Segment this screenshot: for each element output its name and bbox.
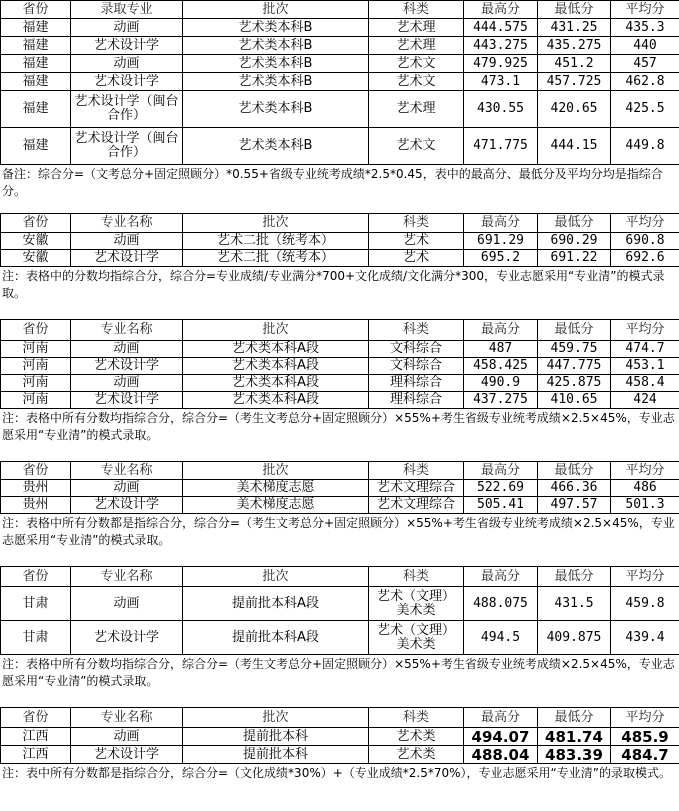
cell-province: 江西 — [1, 728, 71, 746]
header-batch: 批次 — [183, 567, 369, 587]
cell-batch: 提前批本科A段 — [183, 621, 369, 655]
cell-category: 艺术类 — [369, 728, 464, 746]
header-max-score: 最高分 — [464, 320, 538, 341]
header-batch: 批次 — [183, 214, 369, 233]
scores-table — [0, 0, 679, 165]
cell-major: 艺术设计学 — [71, 746, 183, 764]
cell-batch: 艺术类本科A段 — [183, 392, 369, 409]
table-header-row — [1, 462, 679, 480]
scores-table — [0, 707, 679, 764]
cell-avg-score: 484.7 — [611, 746, 679, 764]
table-row — [1, 480, 679, 497]
table-row — [1, 19, 679, 37]
section-note: 注：表中所有分数都是指综合分，综合分=（文化成绩*30%）+（专业成绩*2.5*70%），专业志愿采用“专业清”的录取模式。 — [2, 766, 671, 780]
cell-min-score: 444.15 — [538, 128, 611, 165]
section-note: 注：表格中所有分数均指综合分，综合分=（考生文考总分+固定照顾分）×55%+考生省级专业统考成绩×2.5×45%，专业志愿采用“专业清”的模式录取。 — [2, 411, 675, 442]
table-row — [1, 341, 679, 358]
cell-batch: 艺术类本科A段 — [183, 375, 369, 392]
cell-province: 河南 — [1, 392, 71, 409]
cell-avg-score: 424 — [611, 392, 679, 409]
cell-min-score: 409.875 — [538, 621, 611, 655]
scores-table — [0, 566, 679, 655]
cell-batch: 艺术类本科A段 — [183, 358, 369, 375]
cell-max-score: 494.5 — [464, 621, 538, 655]
header-category: 科类 — [369, 567, 464, 587]
cell-province: 福建 — [1, 73, 71, 91]
section-guizhou — [0, 461, 679, 552]
cell-category: 艺术理 — [369, 19, 464, 37]
header-major: 专业名称 — [71, 567, 183, 587]
cell-avg-score: 692.6 — [611, 250, 679, 267]
cell-major: 艺术设计学 — [71, 37, 183, 55]
header-batch: 批次 — [183, 1, 369, 19]
cell-province: 贵州 — [1, 497, 71, 514]
header-max-score: 最高分 — [464, 462, 538, 480]
section-note: 注：表格中所有分数均指综合分，综合分=（考生文考总分+固定照顾分）×55%+考生省级专业统考成绩×2.5×45%，专业志愿采用“专业清”的模式录取。 — [2, 657, 675, 688]
cell-avg-score: 439.4 — [611, 621, 679, 655]
section-gap — [0, 447, 679, 461]
cell-avg-score: 459.8 — [611, 587, 679, 621]
table-header-row — [1, 1, 679, 19]
table-header-row — [1, 214, 679, 233]
cell-avg-score: 458.4 — [611, 375, 679, 392]
header-category: 科类 — [369, 214, 464, 233]
header-province: 省份 — [1, 214, 71, 233]
cell-min-score: 431.25 — [538, 19, 611, 37]
header-min-score: 最低分 — [538, 320, 611, 341]
header-max-score: 最高分 — [464, 567, 538, 587]
header-max-score: 最高分 — [464, 214, 538, 233]
section-jiangxi — [0, 707, 679, 802]
cell-province: 福建 — [1, 91, 71, 128]
cell-province: 福建 — [1, 19, 71, 37]
header-province: 省份 — [1, 567, 71, 587]
cell-max-score: 430.55 — [464, 91, 538, 128]
cell-major: 艺术设计学 — [71, 392, 183, 409]
header-batch: 批次 — [183, 320, 369, 341]
cell-major: 艺术设计学 — [71, 250, 183, 267]
header-province: 省份 — [1, 320, 71, 341]
header-min-score: 最低分 — [538, 462, 611, 480]
cell-category: 艺术文 — [369, 73, 464, 91]
cell-avg-score: 435.3 — [611, 19, 679, 37]
header-avg-score: 平均分 — [611, 567, 679, 587]
section-note: 注：表格中的分数均指综合分，综合分=专业成绩/专业满分*700+文化成绩/文化满分*300，专业志愿采用“专业清”的模式录取。 — [2, 269, 665, 300]
cell-max-score: 458.425 — [464, 358, 538, 375]
cell-batch: 艺术类本科B — [183, 73, 369, 91]
section-gansu — [0, 566, 679, 693]
cell-max-score: 695.2 — [464, 250, 538, 267]
cell-major: 艺术设计学 — [71, 73, 183, 91]
cell-category: 艺术 — [369, 233, 464, 250]
header-avg-score: 平均分 — [611, 462, 679, 480]
cell-category: 艺术文 — [369, 55, 464, 73]
cell-province: 安徽 — [1, 233, 71, 250]
cell-batch: 艺术类本科B — [183, 91, 369, 128]
header-province: 省份 — [1, 462, 71, 480]
cell-min-score: 420.65 — [538, 91, 611, 128]
cell-max-score: 471.775 — [464, 128, 538, 165]
table-row — [1, 91, 679, 128]
cell-province: 福建 — [1, 55, 71, 73]
cell-min-score: 481.74 — [538, 728, 611, 746]
cell-province: 贵州 — [1, 480, 71, 497]
scores-table — [0, 461, 679, 514]
cell-batch: 艺术类本科B — [183, 37, 369, 55]
table-row — [1, 250, 679, 267]
header-major: 专业名称 — [71, 462, 183, 480]
table-row — [1, 587, 679, 621]
header-max-score: 最高分 — [464, 708, 538, 728]
header-major: 录取专业 — [71, 1, 183, 19]
cell-min-score: 466.36 — [538, 480, 611, 497]
cell-avg-score: 425.5 — [611, 91, 679, 128]
cell-province: 甘肃 — [1, 587, 71, 621]
section-note: 注：表格中所有分数都是指综合分，综合分=（考生文考总分+固定照顾分）×55%+考生省级专业统考成绩×2.5×45%，专业志愿采用“专业清”的模式录取。 — [2, 516, 675, 547]
cell-batch: 艺术类本科B — [183, 19, 369, 37]
cell-category: 艺术理 — [369, 37, 464, 55]
cell-avg-score: 690.8 — [611, 233, 679, 250]
cell-province: 江西 — [1, 746, 71, 764]
cell-min-score: 690.29 — [538, 233, 611, 250]
cell-major: 动画 — [71, 480, 183, 497]
cell-category: 艺术理 — [369, 91, 464, 128]
cell-batch: 提前批本科 — [183, 728, 369, 746]
table-row — [1, 73, 679, 91]
section-gap — [0, 693, 679, 707]
table-row — [1, 233, 679, 250]
cell-major: 艺术设计学 — [71, 358, 183, 375]
table-header-row — [1, 708, 679, 728]
table-row — [1, 621, 679, 655]
cell-major: 动画 — [71, 55, 183, 73]
cell-batch: 艺术二批（统考本） — [183, 250, 369, 267]
section-note: 备注：综合分=（文考总分+固定照顾分）*0.55+省级专业统考成绩*2.5*0.45，表中的最高分、最低分及平均分均是指综合分。 — [2, 167, 663, 198]
cell-major: 动画 — [71, 375, 183, 392]
cell-major: 动画 — [71, 233, 183, 250]
table-row — [1, 37, 679, 55]
scores-table — [0, 319, 679, 409]
cell-min-score: 459.75 — [538, 341, 611, 358]
cell-max-score: 443.275 — [464, 37, 538, 55]
cell-major: 艺术设计学（闽台合作） — [71, 128, 183, 165]
header-avg-score: 平均分 — [611, 708, 679, 728]
cell-avg-score: 485.9 — [611, 728, 679, 746]
cell-major: 动画 — [71, 728, 183, 746]
scores-table — [0, 213, 679, 267]
cell-province: 甘肃 — [1, 621, 71, 655]
cell-avg-score: 462.8 — [611, 73, 679, 91]
cell-category: 文科综合 — [369, 341, 464, 358]
header-min-score: 最低分 — [538, 1, 611, 19]
cell-max-score: 494.07 — [464, 728, 538, 746]
section-fujian — [0, 0, 679, 201]
header-batch: 批次 — [183, 462, 369, 480]
section-anhui — [0, 213, 679, 305]
header-min-score: 最低分 — [538, 567, 611, 587]
cell-min-score: 457.725 — [538, 73, 611, 91]
table-row — [1, 55, 679, 73]
cell-avg-score: 453.1 — [611, 358, 679, 375]
header-category: 科类 — [369, 708, 464, 728]
table-header-row — [1, 320, 679, 341]
cell-batch: 美术梯度志愿 — [183, 497, 369, 514]
cell-max-score: 488.075 — [464, 587, 538, 621]
cell-province: 河南 — [1, 358, 71, 375]
cell-province: 福建 — [1, 128, 71, 165]
cell-min-score: 431.5 — [538, 587, 611, 621]
header-category: 科类 — [369, 1, 464, 19]
table-row — [1, 375, 679, 392]
cell-batch: 艺术二批（统考本） — [183, 233, 369, 250]
cell-category: 艺术（文理）美术类 — [369, 587, 464, 621]
cell-major: 艺术设计学 — [71, 497, 183, 514]
table-row — [1, 128, 679, 165]
header-major: 专业名称 — [71, 214, 183, 233]
table-row — [1, 746, 679, 764]
table-row — [1, 728, 679, 746]
cell-major: 艺术设计学 — [71, 621, 183, 655]
cell-max-score: 487 — [464, 341, 538, 358]
cell-province: 安徽 — [1, 250, 71, 267]
cell-category: 艺术（文理）美术类 — [369, 621, 464, 655]
cell-max-score: 522.69 — [464, 480, 538, 497]
cell-major: 动画 — [71, 19, 183, 37]
header-max-score: 最高分 — [464, 1, 538, 19]
header-batch: 批次 — [183, 708, 369, 728]
table-row — [1, 358, 679, 375]
cell-min-score: 447.775 — [538, 358, 611, 375]
cell-category: 理科综合 — [369, 392, 464, 409]
header-major: 专业名称 — [71, 320, 183, 341]
header-province: 省份 — [1, 708, 71, 728]
cell-avg-score: 457 — [611, 55, 679, 73]
header-avg-score: 平均分 — [611, 320, 679, 341]
cell-max-score: 473.1 — [464, 73, 538, 91]
cell-avg-score: 474.7 — [611, 341, 679, 358]
cell-batch: 艺术类本科B — [183, 55, 369, 73]
cell-category: 艺术文理综合 — [369, 497, 464, 514]
cell-avg-score: 440 — [611, 37, 679, 55]
cell-major: 动画 — [71, 341, 183, 358]
cell-min-score: 451.2 — [538, 55, 611, 73]
cell-category: 艺术文理综合 — [369, 480, 464, 497]
header-category: 科类 — [369, 462, 464, 480]
cell-min-score: 691.22 — [538, 250, 611, 267]
cell-avg-score: 449.8 — [611, 128, 679, 165]
cell-avg-score: 501.3 — [611, 497, 679, 514]
cell-min-score: 425.875 — [538, 375, 611, 392]
table-header-row — [1, 567, 679, 587]
section-gap — [0, 305, 679, 319]
header-avg-score: 平均分 — [611, 1, 679, 19]
cell-min-score: 410.65 — [538, 392, 611, 409]
section-henan — [0, 319, 679, 447]
cell-category: 理科综合 — [369, 375, 464, 392]
header-avg-score: 平均分 — [611, 214, 679, 233]
cell-max-score: 444.575 — [464, 19, 538, 37]
cell-batch: 提前批本科 — [183, 746, 369, 764]
cell-category: 艺术类 — [369, 746, 464, 764]
header-min-score: 最低分 — [538, 214, 611, 233]
cell-batch: 艺术类本科B — [183, 128, 369, 165]
cell-max-score: 490.9 — [464, 375, 538, 392]
header-province: 省份 — [1, 1, 71, 19]
cell-max-score: 505.41 — [464, 497, 538, 514]
cell-min-score: 497.57 — [538, 497, 611, 514]
cell-batch: 提前批本科A段 — [183, 587, 369, 621]
section-gap — [0, 201, 679, 213]
cell-category: 艺术文 — [369, 128, 464, 165]
cell-province: 福建 — [1, 37, 71, 55]
cell-province: 河南 — [1, 375, 71, 392]
cell-major: 动画 — [71, 587, 183, 621]
cell-min-score: 435.275 — [538, 37, 611, 55]
cell-batch: 美术梯度志愿 — [183, 480, 369, 497]
cell-max-score: 691.29 — [464, 233, 538, 250]
cell-max-score: 437.275 — [464, 392, 538, 409]
cell-province: 河南 — [1, 341, 71, 358]
section-gap — [0, 552, 679, 566]
header-min-score: 最低分 — [538, 708, 611, 728]
cell-max-score: 479.925 — [464, 55, 538, 73]
cell-category: 文科综合 — [369, 358, 464, 375]
cell-major: 艺术设计学（闽台合作） — [71, 91, 183, 128]
table-row — [1, 392, 679, 409]
cell-min-score: 483.39 — [538, 746, 611, 764]
cell-max-score: 488.04 — [464, 746, 538, 764]
cell-batch: 艺术类本科A段 — [183, 341, 369, 358]
cell-avg-score: 486 — [611, 480, 679, 497]
table-row — [1, 497, 679, 514]
cell-category: 艺术 — [369, 250, 464, 267]
header-major: 专业名称 — [71, 708, 183, 728]
header-category: 科类 — [369, 320, 464, 341]
